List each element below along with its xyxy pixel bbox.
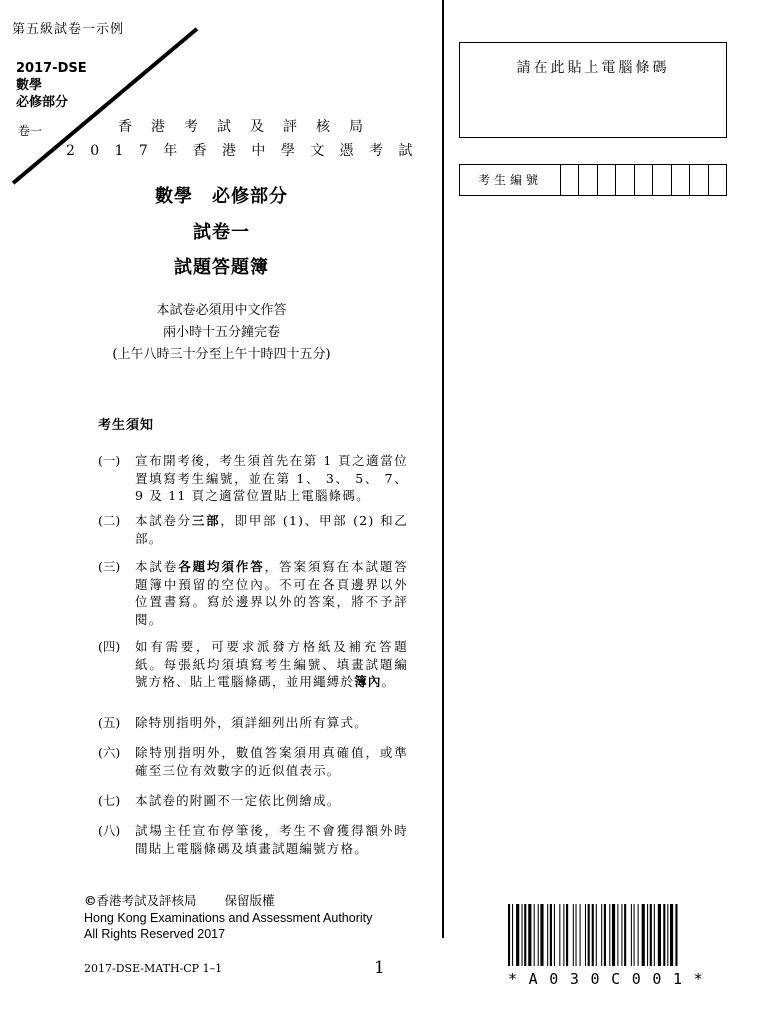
instruction-number: (五) (98, 715, 121, 730)
instruction-text: 除特別指明外，須詳細列出所有算式。 (135, 715, 368, 730)
copyright-symbol: © (84, 893, 97, 908)
sample-paper-tag: 第五級試卷一示例 (12, 22, 125, 37)
copyright-block (84, 893, 372, 943)
instruction-item (98, 714, 408, 732)
time-note: (上午八時三十分至上午十時四十五分) (112, 347, 331, 362)
candidate-number-cell[interactable] (671, 165, 689, 195)
rights-zh: 保留版權 (224, 893, 275, 908)
authority-name: 香港考試及評核局 (118, 119, 382, 135)
candidate-number-cell[interactable] (615, 165, 633, 195)
instruction-text: 如有需要，可要求派發方格紙及補充答題紙。每張紙均須填寫考生編號、填畫試題編號方格、貼上電腦條碼，並用繩縛於簿內。 (135, 639, 408, 689)
instruction-number: (一) (98, 453, 121, 468)
title-paper: 試卷一 (193, 222, 250, 243)
candidate-number-box (459, 164, 727, 196)
barcode-image (508, 904, 728, 968)
instruction-number: (八) (98, 823, 121, 838)
instruction-item (98, 558, 408, 628)
exam-name: 2017年香港中學文憑考試 (66, 143, 428, 159)
page-number: 1 (374, 958, 385, 978)
instruction-number: (七) (98, 793, 121, 808)
candidate-number-cell[interactable] (634, 165, 652, 195)
candidate-number-cell[interactable] (708, 165, 726, 195)
barcode-label-area (459, 42, 727, 138)
rights-en: All Rights Reserved 2017 (84, 927, 226, 941)
subject-name: 數學 (16, 78, 43, 93)
title-subject: 數學 必修部分 (155, 186, 288, 207)
instruction-text: 除特別指明外，數值答案須用真確值，或準確至三位有效數字的近似值表示。 (135, 745, 408, 778)
instruction-item (98, 744, 408, 779)
candidate-number-label: 考生編號 (478, 173, 543, 187)
paper-number-tag: 卷一 (18, 124, 43, 138)
candidate-number-cells (560, 165, 726, 195)
exam-code: 2017-DSE (16, 61, 87, 76)
barcode-area-label: 請在此貼上電腦條碼 (516, 60, 670, 76)
candidate-number-cell[interactable] (689, 165, 707, 195)
instruction-text: 試場主任宣布停筆後，考生不會獲得額外時間貼上電腦條碼及填畫試題編號方格。 (135, 823, 408, 856)
instruction-text: 本試卷各題均須作答，答案須寫在本試題答題簿中預留的空位內。不可在各頁邊界以外位置書寫。寫於邊界以外的答案，將不予評閱。 (135, 559, 408, 627)
subject-block (16, 60, 87, 111)
compulsory-part: 必修部分 (16, 95, 69, 110)
language-note: 本試卷必須用中文作答 (156, 303, 287, 318)
instruction-item (98, 512, 408, 547)
instruction-number: (六) (98, 745, 121, 760)
vertical-divider (442, 0, 444, 938)
instruction-item (98, 822, 408, 857)
instruction-item (98, 792, 408, 810)
title-booklet: 試題答題簿 (174, 257, 269, 278)
authority-en: Hong Kong Examinations and Assessment Authority (84, 910, 373, 925)
instruction-item (98, 638, 408, 691)
instruction-number: (三) (98, 559, 121, 574)
authority-zh: 香港考試及評核局 (96, 893, 197, 908)
paper-code: 2017-DSE-MATH-CP 1–1 (84, 962, 223, 975)
instruction-text: 本試卷分三部，即甲部 (1)、甲部 (2) 和乙部。 (135, 513, 409, 546)
instruction-number: (二) (98, 513, 121, 528)
instructions-heading: 考生須知 (98, 418, 155, 433)
duration-note: 兩小時十五分鐘完卷 (162, 325, 280, 340)
candidate-number-cell[interactable] (560, 165, 578, 195)
candidate-number-cell[interactable] (652, 165, 670, 195)
candidate-number-cell[interactable] (578, 165, 596, 195)
instruction-text: 宣布開考後，考生須首先在第 1 頁之適當位置填寫考生編號，並在第 1、 3、 5、 7、 9 及 11 頁之適當位置貼上電腦條碼。 (135, 453, 408, 503)
instruction-item (98, 452, 408, 505)
instruction-number: (四) (98, 639, 121, 654)
barcode-text: *A030C001* (508, 970, 715, 988)
instruction-text: 本試卷的附圖不一定依比例繪成。 (135, 793, 341, 808)
candidate-number-cell[interactable] (597, 165, 615, 195)
